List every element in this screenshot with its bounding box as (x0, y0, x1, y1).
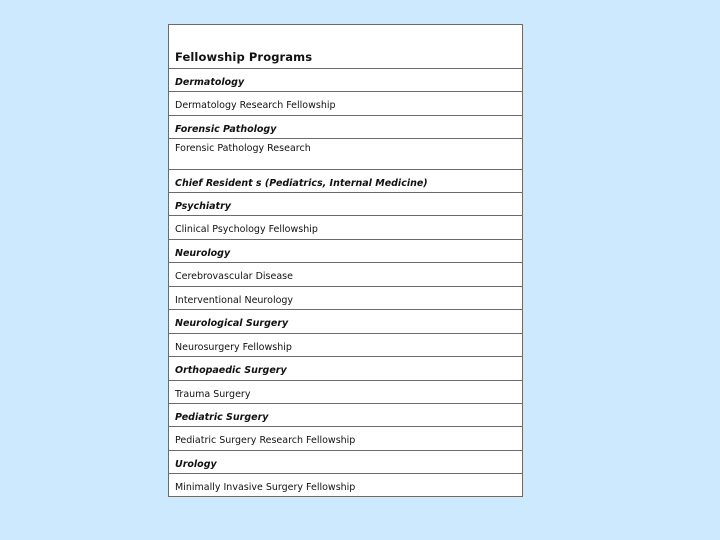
category-label: Chief Resident s (Pediatrics, Internal Medicine) (175, 178, 428, 189)
program-label: Cerebrovascular Disease (175, 271, 293, 282)
table-title: Fellowship Programs (175, 50, 313, 64)
program-label: Clinical Psychology Fellowship (175, 224, 318, 235)
category-label: Neurology (175, 248, 231, 259)
category-row-psychiatry (169, 193, 522, 216)
program-row-clinical-psychology (169, 216, 522, 240)
category-row-neurology (169, 240, 522, 263)
fellowship-programs-table (168, 24, 523, 497)
category-row-dermatology (169, 69, 522, 92)
program-row-neurosurgery-fellowship (169, 334, 522, 357)
program-label: Minimally Invasive Surgery Fellowship (175, 482, 356, 493)
program-label: Trauma Surgery (175, 389, 251, 400)
program-label: Interventional Neurology (175, 295, 294, 306)
program-label: Pediatric Surgery Research Fellowship (175, 435, 356, 446)
program-label: Forensic Pathology Research (175, 143, 311, 154)
category-label: Forensic Pathology (175, 124, 277, 135)
program-row-pediatric-surgery-research (169, 427, 522, 451)
program-row-minimally-invasive-surgery (169, 474, 522, 496)
table-title-row (169, 25, 522, 69)
category-label: Psychiatry (175, 201, 231, 212)
category-label: Urology (175, 459, 217, 470)
category-label: Pediatric Surgery (175, 412, 269, 423)
category-row-urology (169, 451, 522, 474)
category-label: Orthopaedic Surgery (175, 365, 287, 376)
category-row-neurological-surgery (169, 310, 522, 334)
category-label: Dermatology (175, 77, 245, 88)
category-row-forensic-pathology (169, 116, 522, 139)
category-row-chief-residents (169, 170, 522, 193)
program-row-dermatology-research (169, 92, 522, 116)
category-label: Neurological Surgery (175, 318, 289, 329)
program-row-forensic-pathology-research (169, 139, 522, 170)
program-row-cerebrovascular-disease (169, 263, 522, 287)
program-label: Dermatology Research Fellowship (175, 100, 336, 111)
category-row-orthopaedic-surgery (169, 357, 522, 381)
program-row-trauma-surgery (169, 381, 522, 404)
program-label: Neurosurgery Fellowship (175, 342, 292, 353)
program-row-interventional-neurology (169, 287, 522, 310)
category-row-pediatric-surgery (169, 404, 522, 427)
